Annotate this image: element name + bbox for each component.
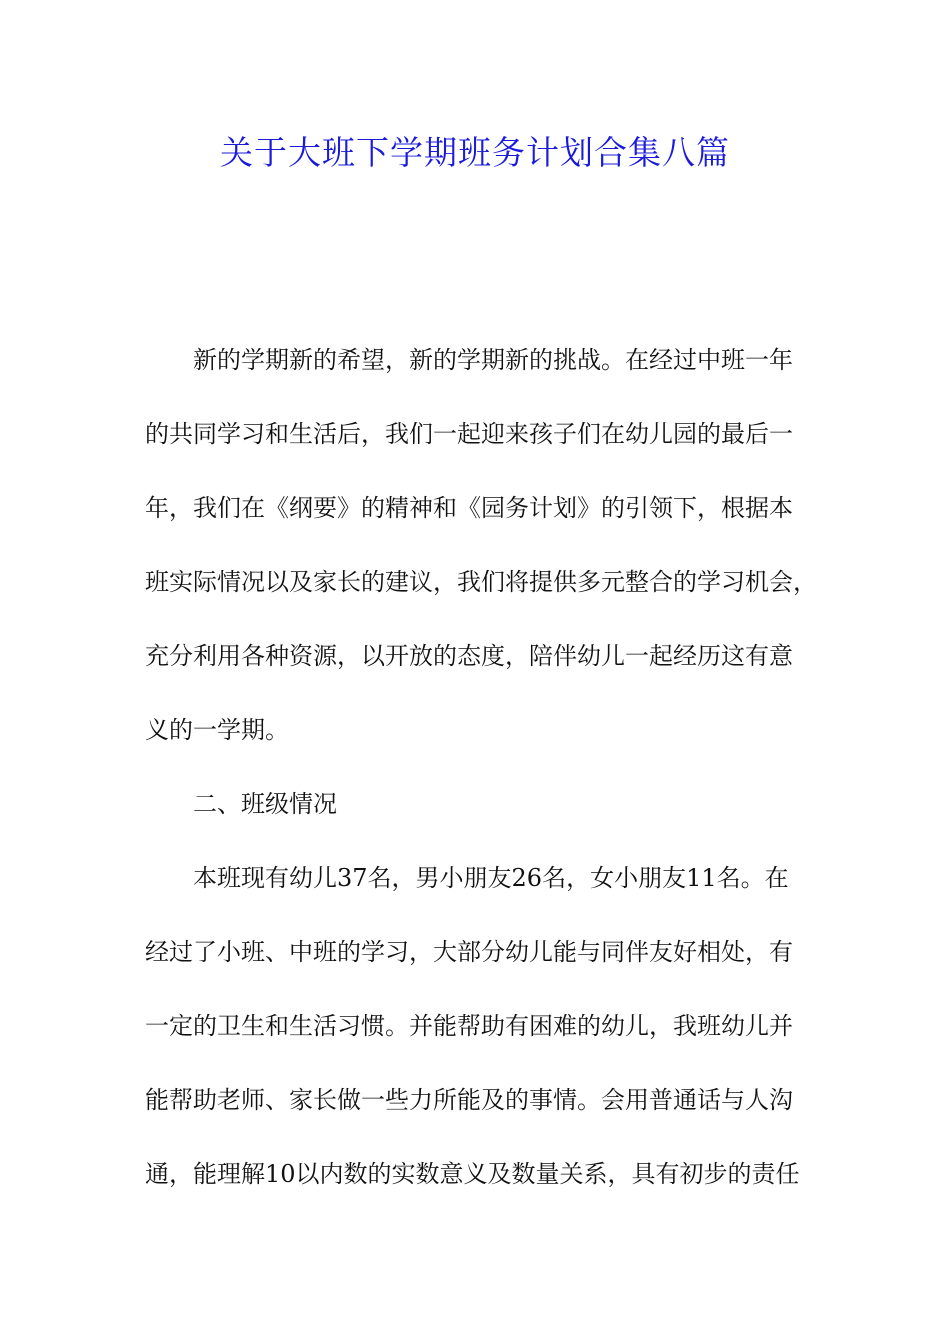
paragraph-line: 本班现有幼儿37名，男小朋友26名，女小朋友11名。在: [193, 864, 789, 892]
paragraph-line: 年，我们在《纲要》的精神和《园务计划》的引领下，根据本: [145, 494, 793, 522]
document-title: 关于大班下学期班务计划合集八篇: [220, 133, 730, 172]
paragraph-line: 的共同学习和生活后，我们一起迎来孩子们在幼儿园的最后一: [145, 420, 793, 448]
paragraph-line: 一定的卫生和生活习惯。并能帮助有困难的幼儿，我班幼儿并: [145, 1012, 793, 1040]
paragraph-line: 经过了小班、中班的学习，大部分幼儿能与同伴友好相处，有: [145, 938, 793, 966]
paragraph-line: 义的一学期。: [145, 716, 289, 744]
paragraph-line: 能帮助老师、家长做一些力所能及的事情。会用普通话与人沟: [145, 1086, 793, 1114]
paragraph-line: 通，能理解10以内数的实数意义及数量关系，具有初步的责任: [145, 1160, 800, 1188]
section-heading: 二、班级情况: [193, 790, 337, 818]
paragraph-line: 班实际情况以及家长的建议，我们将提供多元整合的学习机会，: [145, 568, 817, 596]
paragraph-line: 新的学期新的希望，新的学期新的挑战。在经过中班一年: [193, 346, 793, 374]
paragraph-line: 充分利用各种资源，以开放的态度，陪伴幼儿一起经历这有意: [145, 642, 793, 670]
